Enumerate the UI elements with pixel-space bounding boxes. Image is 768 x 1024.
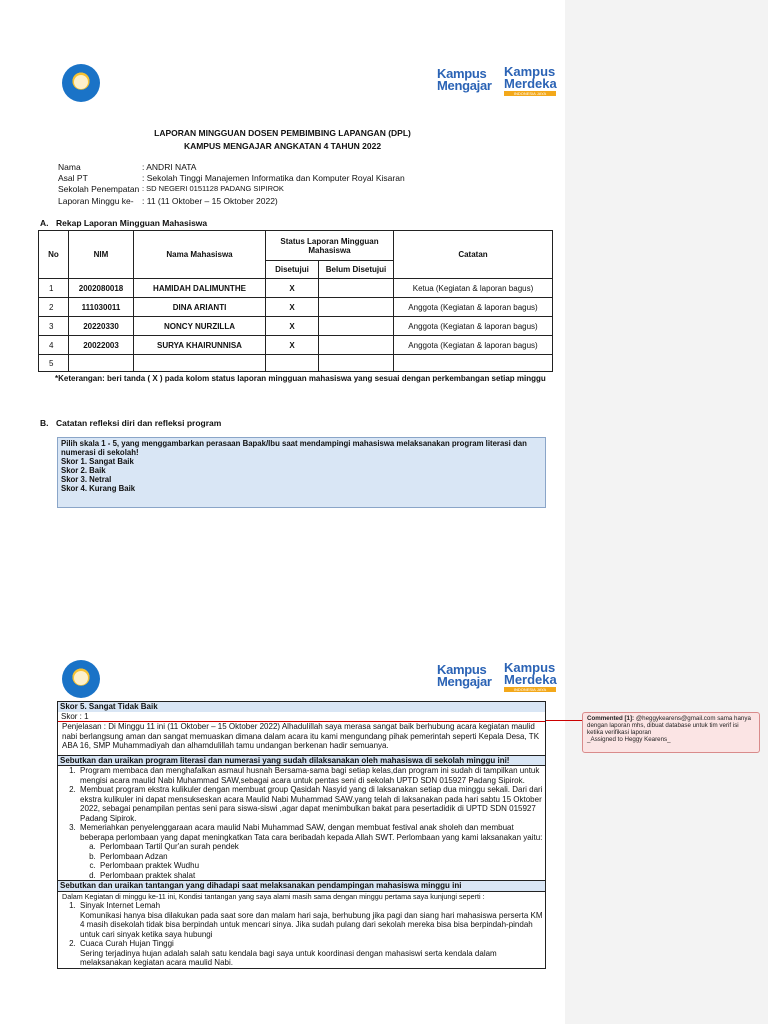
- col-header-status: Status Laporan Mingguan Mahasiswa: [266, 231, 394, 261]
- list-item: a. Perlombaan Tartil Qur'an surah pendek: [98, 842, 545, 852]
- col-header-catatan: Catatan: [394, 231, 553, 279]
- col-header-disetujui: Disetujui: [266, 261, 319, 279]
- comment-connector: [546, 720, 582, 721]
- list-item: c. Perlombaan praktek Wudhu: [98, 861, 545, 871]
- tantangan-header: Sebutkan dan uraikan tantangan yang dihadapi saat melaksanakan pendampingan mahasiswa minggu ini: [58, 880, 545, 892]
- col-header-belum: Belum Disetujui: [319, 261, 394, 279]
- refleksi-box: [57, 701, 546, 969]
- skala-item: Skor 1. Sangat Baik: [61, 457, 134, 466]
- list-item: 2. Membuat program ekstra kulikuler dengan membuat group Qasidah Nasyid yang di laksanakan setiap dua minggu sekali. Dari dari ekstra kulikuler ini dapat mensukseskan acara Maulid Nabi Muhammad SAW.yang telah di laksanakan pada hari sabtu 15 Oktober 2022, sebagai penampilan pentas seni para siswa-siswi ,agar dapat menimbulkan bakat para pesertadidik di UPTD SDN 015927 Padang Sipirok.: [78, 785, 545, 823]
- list-item: d. Perlombaan praktek shalat: [98, 871, 545, 881]
- list-item: 1. Program membaca dan menghafalkan asmaul husnah Bersama-sama bagi setiap kelas,dan program ini sudah di tampilkan untuk mengisi acara maulid Nabi Muhammad SAW,sebagai acara untuk pentas seni di sekolah UPTD SDN 015927 Padang Sipirok.: [78, 766, 545, 785]
- document-title: LAPORAN MINGGUAN DOSEN PEMBIMBING LAPANGAN (DPL): [154, 128, 411, 138]
- table-row: 5: [39, 355, 553, 372]
- tantangan-intro: Dalam Kegiatan di minggu ke-11 ini, Kondisi tantangan yang saya alami masih sama dengan minggu pertama saya kunjungi seperti :: [62, 891, 485, 901]
- document-page-2: [0, 633, 565, 1024]
- comment-balloon[interactable]: Commented [1]: @heggykearens@gmail.com sama hanya dengan laporan mhs, dibuat database untuk tim verif isi ketika verifikasi laporan _Assigned to Heggy Kearens_: [582, 712, 760, 753]
- section-a-heading: A. Rekap Laporan Mingguan Mahasiswa: [40, 218, 208, 228]
- program-list: [58, 766, 545, 880]
- list-item: b. Perlombaan Adzan: [98, 852, 545, 862]
- kampus-merdeka-logo: Kampus Merdeka INDONESIA JAYA: [504, 660, 557, 692]
- skala-item: Skor 3. Netral: [61, 475, 112, 484]
- skala-intro: Pilih skala 1 - 5, yang menggambarkan perasaan Bapak/Ibu saat mendampingi mahasiswa melaksanakan program literasi dan numerasi di sekolah!: [61, 439, 527, 457]
- col-header-nama: Nama Mahasiswa: [134, 231, 266, 279]
- skor-value: Skor : 1: [58, 712, 545, 723]
- table-row: 4 20022003 SURYA KHAIRUNNISA X Anggota (Kegiatan & laporan bagus): [39, 336, 553, 355]
- keterangan-note: *Keterangan: beri tanda ( X ) pada kolom status laporan mingguan mahasiswa yang sesuai dengan perkembangan setiap minggu: [55, 374, 546, 383]
- comment-sidebar: [565, 0, 768, 1024]
- section-b-heading: B. Catatan refleksi diri dan refleksi program: [40, 418, 222, 428]
- kampus-mengajar-logo: Kampus Mengajar: [437, 662, 492, 689]
- skala-item: Skor 2. Baik: [61, 466, 106, 475]
- list-item: 1. Sinyak Internet Lemah Komunikasi hanya bisa dilakukan pada saat sore dan malam hari saja, berhubung jika pagi dan siang hari mahasiswa perserta KM 4 masih disekolah tidak bisa berpindah untuk mencari sinya. Jika sudah pulang dari sekolah mereka bisa bisa berpindah-pindah untuk cari sinyak ketika saya hubungi: [78, 901, 545, 939]
- kampus-merdeka-logo: Kampus Merdeka INDONESIA JAYA: [504, 64, 557, 96]
- col-header-nim: NIM: [69, 231, 134, 279]
- tut-wuri-handayani-logo-icon: [62, 64, 100, 102]
- list-item: 2. Cuaca Curah Hujan Tinggi Sering terjadinya hujan adalah salah satu kendala bagi saya untuk koordinasi dengan mahasiswi serta kendala dalam melaksanakan kegiatan acara maulid Nabi.: [78, 939, 545, 968]
- table-row: 1 2002080018 HAMIDAH DALIMUNTHE X Ketua (Kegiatan & laporan bagus): [39, 279, 553, 298]
- penjelasan-text: Penjelasan : Di Minggu 11 ini (11 Oktober – 15 Oktober 2022) Alhadulillah saya merasa sangat baik berhubung acara kegiatan maulid nabi berlangsung aman dan sangat memuaskan dimana dalam acara itu kami mengundang pihak pemerintah seperti Kepala Desa, TK ABA 16, SMP Muhammadiyah dan alhamdulillah tamu undangan berkenan hadir semuanya.: [62, 722, 540, 750]
- col-header-no: No: [39, 231, 69, 279]
- skala-item-5: Skor 5. Sangat Tidak Baik: [58, 702, 545, 712]
- perlombaan-list: [80, 842, 545, 880]
- table-row: 2 111030011 DINA ARIANTI X Anggota (Kegiatan & laporan bagus): [39, 298, 553, 317]
- page-gap: [0, 533, 565, 633]
- list-item: 3. Memeriahkan penyelenggaraan acara maulid Nabi Muhammad SAW, dengan membuat festival anak sholeh dan membuat beberapa perlombaan yang dapat meningkatkan Tata cara beribadah kepada Allah SWT. Perlombaan yang kami laksanakan yaitu: a. Perlombaan Tartil Qur'an surah pendek b. Perlombaan Adzan c. Perlombaan praktek Wudhu d. Perlombaan praktek shalat: [78, 823, 545, 880]
- rekap-table: [38, 230, 553, 372]
- document-subtitle: KAMPUS MENGAJAR ANGKATAN 4 TAHUN 2022: [183, 141, 382, 151]
- kampus-mengajar-logo: Kampus Mengajar: [437, 66, 492, 93]
- skala-item: Skor 4. Kurang Baik: [61, 484, 136, 493]
- program-header: Sebutkan dan uraikan program literasi dan numerasi yang sudah dilaksanakan oleh mahasiswa di sekolah minggu ini!: [58, 755, 545, 767]
- tantangan-list: [58, 901, 545, 968]
- skala-box: [57, 437, 546, 508]
- table-row: 3 20220330 NONCY NURZILLA X Anggota (Kegiatan & laporan bagus): [39, 317, 553, 336]
- tut-wuri-handayani-logo-icon: [62, 660, 100, 698]
- document-page-1: Kampus Mengajar Kampus Merdeka INDONESIA JAYA LAPORAN MINGGUAN DOSEN PEMBIMBING LAPANGAN (DPL) KAMPUS MENGAJAR ANGKATAN 4 TAHUN 2022 Nama : ANDRI NATA Asal PT : Sekolah Tinggi Manajemen Informatika dan Komputer Royal Kisaran Sekolah Penempatan : SD NEGERI 0151128 PADANG SIPIROK Laporan Minggu ke- : 11 (11 Oktober – 15 Oktober 2022) A. Rekap Laporan Mingguan Mahasiswa No NIM Nama Mahasiswa Status Laporan Mingguan Mahasiswa Catatan Disetujui Belum Disetujui 1 2002080018 HAMIDAH DALIMUNTHE X Ketua (Kegiatan & laporan bagus) 2 111030011 DINA ARIANTI X Anggota (Kegiatan & laporan bagus) 3 20220330 NONCY NURZILLA X Anggota (Kegiatan & laporan bagus) 4 20022003 SURYA KHAIRUNNISA X Anggota (Kegiatan & laporan bagus) 5 *Keterangan: beri tanda ( X ) pada kolom status laporan mingguan mahasiswa yang sesuai dengan perkembangan setiap minggu B. Catatan refleksi diri dan refleksi program Pilih skala 1 - 5, yang menggambarkan perasaan Bapak/Ibu saat mendampingi mahasiswa melaksanakan program literasi dan numerasi di sekolah! Skor 1. Sangat Baik Skor 2. Baik Skor 3. Netral Skor 4. Kurang Baik: [0, 0, 565, 533]
